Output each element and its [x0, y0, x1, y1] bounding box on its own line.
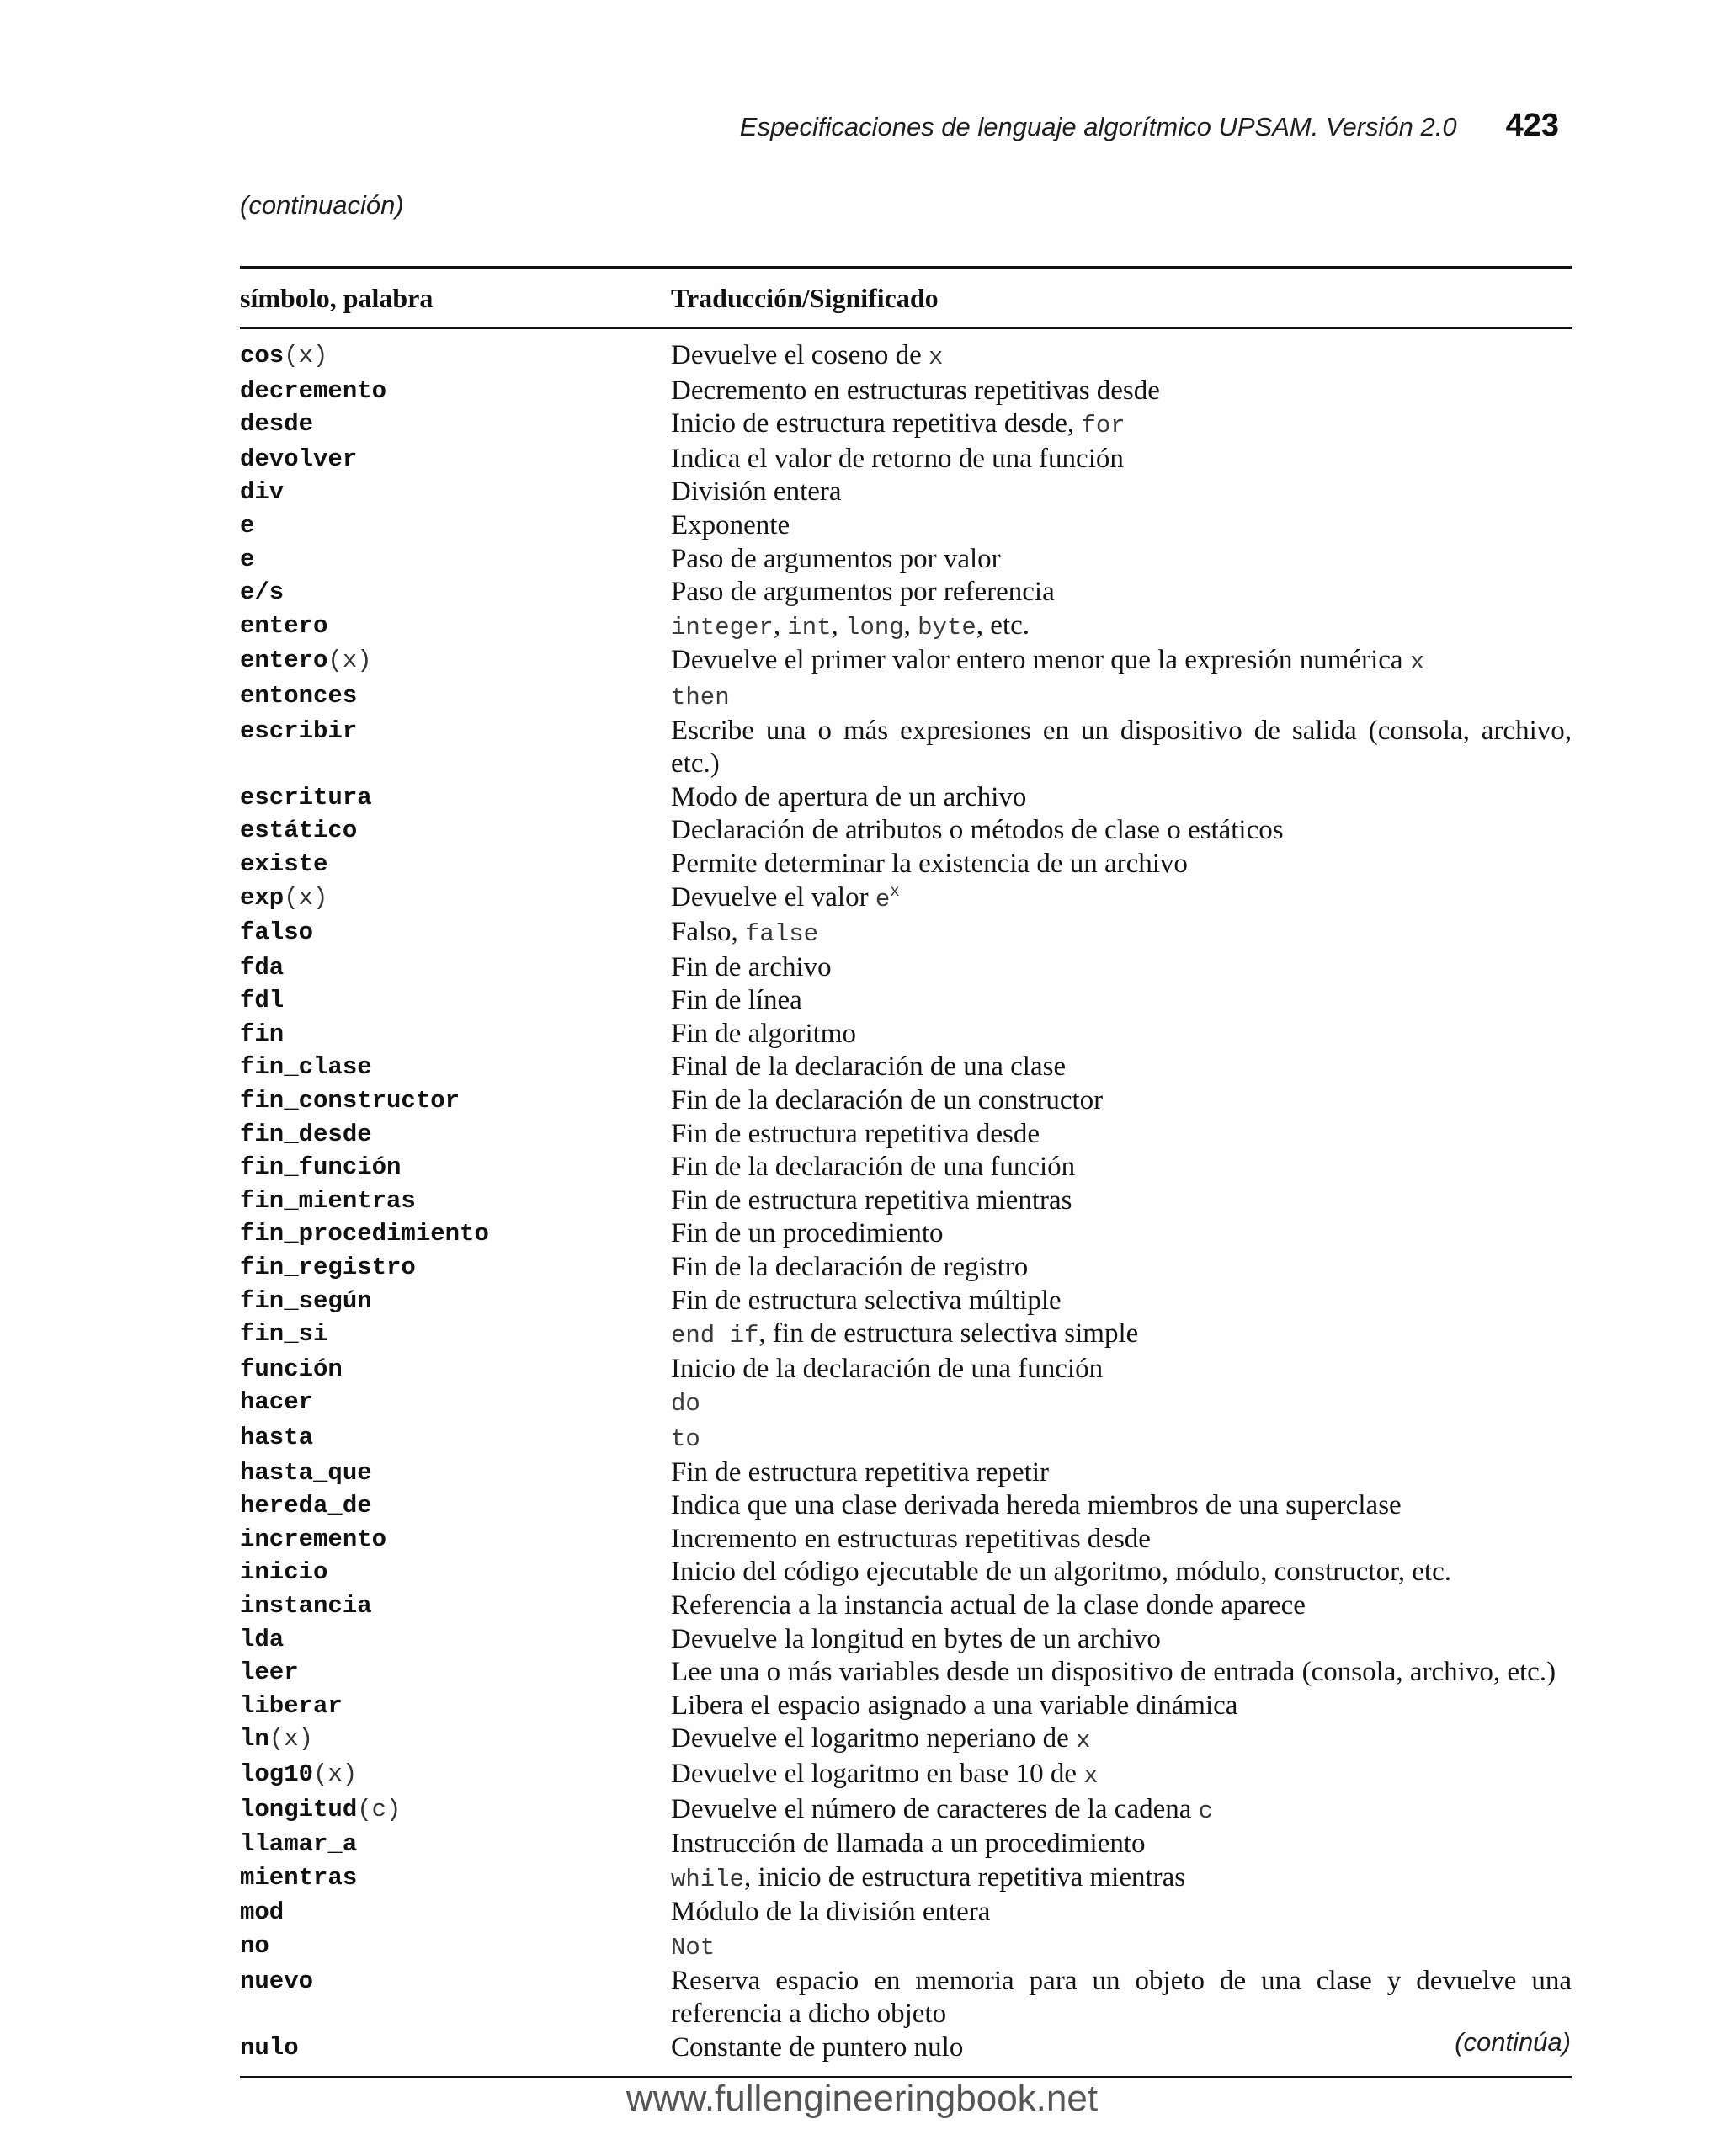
symbol-keyword: liberar	[240, 1691, 343, 1720]
table-row	[240, 543, 1572, 577]
symbol-argument: (x)	[313, 1759, 358, 1788]
symbol-keyword: existe	[240, 849, 328, 878]
symbol-argument: (x)	[269, 1725, 314, 1754]
symbol-keyword: instancia	[240, 1591, 372, 1620]
table-row	[240, 916, 1572, 951]
symbol-cell	[240, 375, 671, 408]
meaning-cell	[671, 407, 1572, 443]
meaning-cell	[671, 1118, 1572, 1152]
symbol-keyword: exp	[240, 883, 285, 912]
meaning-cell	[671, 443, 1572, 476]
symbol-keyword: log10	[240, 1759, 314, 1788]
table-header-row	[240, 269, 1572, 327]
symbol-keyword: e/s	[240, 578, 285, 607]
symbol-cell	[240, 881, 671, 917]
table-row	[240, 1151, 1572, 1184]
table-row	[240, 814, 1572, 848]
symbol-cell	[240, 1421, 671, 1456]
symbol-cell	[240, 1828, 671, 1861]
meaning-cell	[671, 1556, 1572, 1589]
table-row	[240, 443, 1572, 476]
meaning-code: end if	[671, 1322, 759, 1350]
symbol-keyword: entero	[240, 647, 328, 675]
symbol-cell	[240, 848, 671, 881]
symbol-cell	[240, 443, 671, 476]
meaning-text: Exponente	[671, 509, 790, 540]
meaning-cell	[671, 476, 1572, 509]
table-row	[240, 375, 1572, 408]
symbol-keyword: desde	[240, 410, 314, 439]
symbol-cell	[240, 1353, 671, 1387]
symbol-keyword: hacer	[240, 1388, 314, 1417]
meaning-cell	[671, 1690, 1572, 1723]
symbol-keyword: no	[240, 1931, 269, 1960]
table-row	[240, 576, 1572, 610]
meaning-cell	[671, 916, 1572, 951]
symbol-keyword: fdl	[240, 987, 285, 1015]
table-row	[240, 715, 1572, 781]
meaning-cell	[671, 576, 1572, 610]
symbol-keyword: fin_si	[240, 1320, 328, 1349]
table-row	[240, 1623, 1572, 1657]
meaning-cell	[671, 1084, 1572, 1118]
symbol-keyword: div	[240, 478, 285, 507]
meaning-code: to	[671, 1425, 700, 1453]
table-row	[240, 407, 1572, 443]
meaning-text: , etc.	[976, 610, 1030, 641]
symbol-cell	[240, 1251, 671, 1285]
symbol-keyword: longitud	[240, 1795, 358, 1823]
meaning-text: Devuelve el número de caracteres de la cadena	[671, 1793, 1199, 1824]
table-row	[240, 1722, 1572, 1758]
table-row	[240, 1758, 1572, 1793]
table-row	[240, 1690, 1572, 1723]
table-row	[240, 1523, 1572, 1557]
meaning-cell	[671, 644, 1572, 679]
symbol-cell	[240, 1051, 671, 1084]
table-row	[240, 1217, 1572, 1251]
symbol-cell	[240, 1793, 671, 1829]
symbol-keyword: fin_registro	[240, 1254, 416, 1282]
meaning-cell	[671, 1421, 1572, 1456]
symbol-keyword: fin_función	[240, 1153, 402, 1182]
symbol-keyword: fin_clase	[240, 1053, 372, 1082]
meaning-code: x	[1409, 648, 1425, 677]
meaning-cell	[671, 1896, 1572, 1930]
symbol-cell	[240, 339, 671, 375]
meaning-text: Constante de puntero nulo	[671, 2031, 964, 2063]
symbol-cell	[240, 509, 671, 543]
symbol-table	[240, 266, 1572, 2078]
meaning-text: ,	[831, 610, 846, 641]
meaning-cell	[671, 848, 1572, 881]
continuation-label: (continuación)	[240, 190, 404, 220]
meaning-cell	[671, 715, 1572, 781]
meaning-cell	[671, 509, 1572, 543]
symbol-cell	[240, 1758, 671, 1793]
symbol-cell	[240, 610, 671, 645]
symbol-keyword: fin_según	[240, 1286, 372, 1315]
meaning-text: Inicio de la declaración de una función	[671, 1353, 1104, 1384]
table-body	[240, 329, 1572, 2064]
meaning-code: c	[1198, 1797, 1214, 1825]
symbol-keyword: inicio	[240, 1558, 328, 1587]
page-number: 423	[1505, 108, 1559, 143]
meaning-cell	[671, 1489, 1572, 1523]
symbol-cell	[240, 1523, 671, 1557]
meaning-text: Devuelve el logaritmo neperiano de	[671, 1723, 1077, 1754]
meaning-cell	[671, 1184, 1572, 1218]
meaning-cell	[671, 1656, 1572, 1690]
symbol-keyword: escritura	[240, 783, 372, 812]
symbol-cell	[240, 1318, 671, 1353]
table-row	[240, 1084, 1572, 1118]
table-row	[240, 1353, 1572, 1387]
symbol-keyword: hasta_que	[240, 1458, 372, 1487]
meaning-text: Fin de archivo	[671, 951, 832, 982]
meaning-text: Fin de la declaración de registro	[671, 1252, 1029, 1283]
symbol-cell	[240, 781, 671, 815]
meaning-cell	[671, 1251, 1572, 1285]
symbol-keyword: falso	[240, 918, 314, 947]
symbol-argument: (c)	[357, 1795, 402, 1823]
symbol-keyword: e	[240, 511, 255, 540]
symbol-cell	[240, 576, 671, 610]
meaning-cell	[671, 1217, 1572, 1251]
meaning-text: , inicio de estructura repetitiva mientras	[744, 1861, 1186, 1892]
table-row	[240, 1285, 1572, 1318]
symbol-keyword: fin	[240, 1019, 285, 1048]
meaning-superscript: x	[890, 881, 900, 901]
symbol-cell	[240, 1930, 671, 1965]
meaning-cell	[671, 1051, 1572, 1084]
symbol-keyword: decremento	[240, 376, 387, 405]
meaning-text: Final de la declaración de una clase	[671, 1051, 1067, 1083]
symbol-keyword: leer	[240, 1658, 299, 1687]
symbol-cell	[240, 1151, 671, 1184]
symbol-keyword: e	[240, 545, 255, 573]
table-row	[240, 644, 1572, 679]
table-row	[240, 1456, 1572, 1490]
meaning-cell	[671, 1861, 1572, 1897]
meaning-text: Permite determinar la existencia de un archivo	[671, 848, 1188, 879]
table-row	[240, 1556, 1572, 1589]
table-row	[240, 984, 1572, 1018]
meaning-text: Inicio del código ejecutable de un algoritmo, módulo, constructor, etc.	[671, 1557, 1451, 1588]
meaning-code: byte	[918, 613, 976, 641]
table-row	[240, 1896, 1572, 1930]
table-row	[240, 1861, 1572, 1897]
symbol-cell	[240, 1896, 671, 1930]
meaning-cell	[671, 1456, 1572, 1490]
table-row	[240, 1051, 1572, 1084]
meaning-code: false	[745, 920, 819, 949]
meaning-text: Devuelve el coseno de	[671, 340, 929, 370]
symbol-keyword: entero	[240, 611, 328, 640]
meaning-text: Referencia a la instancia actual de la clase donde aparece	[671, 1589, 1306, 1621]
symbol-keyword: mod	[240, 1898, 285, 1927]
meaning-text: Declaración de atributos o métodos de clase o estáticos	[671, 815, 1284, 846]
meaning-text: Fin de un procedimiento	[671, 1218, 944, 1249]
table-row	[240, 1656, 1572, 1690]
meaning-code: x	[1076, 1727, 1091, 1755]
meaning-text: Indica que una clase derivada hereda miembros de una superclase	[671, 1490, 1402, 1521]
meaning-text: Instrucción de llamada a un procedimiento	[671, 1829, 1146, 1860]
column-header-meaning: Traducción/Significado	[671, 282, 939, 313]
symbol-keyword: escribir	[240, 716, 358, 745]
meaning-code: then	[671, 683, 730, 711]
symbol-cell	[240, 2031, 671, 2065]
table-row	[240, 1421, 1572, 1456]
meaning-text: Fin de algoritmo	[671, 1018, 856, 1049]
table-row	[240, 1118, 1572, 1152]
meaning-text: Falso,	[671, 917, 746, 948]
symbol-cell	[240, 1118, 671, 1152]
continues-label: (continúa)	[1455, 2027, 1571, 2057]
meaning-text: Fin de estructura selectiva múltiple	[671, 1285, 1062, 1316]
symbol-argument: (x)	[284, 883, 328, 912]
meaning-cell	[671, 881, 1572, 917]
meaning-text: Fin de estructura repetitiva repetir	[671, 1456, 1049, 1488]
symbol-cell	[240, 984, 671, 1018]
symbol-keyword: lda	[240, 1625, 285, 1653]
table-row	[240, 1489, 1572, 1523]
meaning-cell	[671, 610, 1572, 645]
meaning-text: Fin de estructura repetitiva desde	[671, 1118, 1040, 1149]
meaning-cell	[671, 951, 1572, 985]
symbol-keyword: ln	[240, 1725, 269, 1754]
symbol-keyword: nuevo	[240, 1967, 314, 1995]
symbol-keyword: incremento	[240, 1525, 387, 1553]
meaning-cell	[671, 984, 1572, 1018]
meaning-text: ,	[773, 610, 788, 641]
meaning-cell	[671, 1318, 1572, 1353]
table-row	[240, 1386, 1572, 1421]
symbol-cell	[240, 1018, 671, 1051]
table-row	[240, 610, 1572, 645]
meaning-code: int	[787, 613, 832, 641]
symbol-keyword: entonces	[240, 681, 358, 710]
meaning-text: Incremento en estructuras repetitivas desde	[671, 1523, 1151, 1554]
meaning-cell	[671, 1386, 1572, 1421]
meaning-text: Devuelve el primer valor entero menor que la expresión numérica	[671, 645, 1410, 676]
symbol-keyword: llamar_a	[240, 1830, 358, 1859]
meaning-text: Fin de línea	[671, 985, 802, 1016]
symbol-cell	[240, 476, 671, 509]
meaning-cell	[671, 1828, 1572, 1861]
symbol-cell	[240, 1690, 671, 1723]
meaning-cell	[671, 814, 1572, 848]
column-header-symbol: símbolo, palabra	[240, 282, 434, 313]
meaning-text: Inicio de estructura repetitiva desde,	[671, 408, 1082, 439]
symbol-cell	[240, 407, 671, 443]
symbol-keyword: estático	[240, 817, 358, 845]
symbol-cell	[240, 1285, 671, 1318]
meaning-code: x	[1083, 1761, 1099, 1790]
meaning-cell	[671, 1523, 1572, 1557]
meaning-text: Decremento en estructuras repetitivas desde	[671, 375, 1160, 406]
meaning-code: do	[671, 1390, 700, 1419]
table-row	[240, 1828, 1572, 1861]
meaning-text: Devuelve el valor	[671, 881, 875, 913]
table-row	[240, 1965, 1572, 2031]
symbol-cell	[240, 1589, 671, 1623]
table-row	[240, 1589, 1572, 1623]
table-row	[240, 679, 1572, 715]
table-row	[240, 1251, 1572, 1285]
meaning-text: Libera el espacio asignado a una variable dinámica	[671, 1690, 1238, 1721]
meaning-cell	[671, 1353, 1572, 1387]
symbol-cell	[240, 644, 671, 679]
meaning-cell	[671, 1965, 1572, 2031]
symbol-cell	[240, 1623, 671, 1657]
symbol-keyword: función	[240, 1355, 343, 1383]
symbol-argument: (x)	[327, 647, 372, 675]
meaning-code: for	[1081, 412, 1125, 440]
table-row	[240, 951, 1572, 985]
meaning-code: while	[671, 1865, 745, 1893]
symbol-cell	[240, 1722, 671, 1758]
table-row	[240, 476, 1572, 509]
meaning-text: Paso de argumentos por valor	[671, 543, 1001, 574]
symbol-keyword: hasta	[240, 1424, 314, 1451]
symbol-cell	[240, 916, 671, 951]
meaning-text: Indica el valor de retorno de una función	[671, 443, 1124, 474]
meaning-cell	[671, 1623, 1572, 1657]
symbol-keyword: fin_desde	[240, 1120, 372, 1148]
symbol-cell	[240, 1965, 671, 2031]
meaning-text: Devuelve el logaritmo en base 10 de	[671, 1758, 1084, 1789]
meaning-cell	[671, 1285, 1572, 1318]
symbol-keyword: devolver	[240, 445, 358, 473]
table-row	[240, 781, 1572, 815]
table-row	[240, 1018, 1572, 1051]
symbol-keyword: fin_constructor	[240, 1087, 460, 1115]
running-title: Especificaciones de lenguaje algorítmico UPSAM. Versión 2.0	[739, 112, 1457, 141]
meaning-text: Paso de argumentos por referencia	[671, 577, 1055, 608]
symbol-keyword: nulo	[240, 2033, 299, 2062]
meaning-cell	[671, 781, 1572, 815]
footer-url: www.fullengineeringbook.net	[625, 2078, 1099, 2119]
meaning-cell	[671, 2031, 1572, 2065]
meaning-code: Not	[671, 1933, 716, 1962]
meaning-cell	[671, 339, 1572, 375]
table-row	[240, 509, 1572, 543]
meaning-cell	[671, 1018, 1572, 1051]
symbol-cell	[240, 1456, 671, 1490]
table-row	[240, 1184, 1572, 1218]
meaning-text: ,	[903, 610, 918, 641]
symbol-argument: (x)	[284, 342, 328, 370]
symbol-cell	[240, 543, 671, 577]
symbol-cell	[240, 1084, 671, 1118]
meaning-cell	[671, 1722, 1572, 1758]
symbol-cell	[240, 1861, 671, 1897]
meaning-text: División entera	[671, 476, 842, 508]
meaning-code: long	[845, 613, 904, 641]
table-row	[240, 1318, 1572, 1353]
symbol-cell	[240, 814, 671, 848]
symbol-cell	[240, 951, 671, 985]
meaning-text: Módulo de la división entera	[671, 1897, 991, 1928]
symbol-cell	[240, 1556, 671, 1589]
table-row	[240, 881, 1572, 917]
meaning-text: , fin de estructura selectiva simple	[758, 1318, 1139, 1349]
symbol-cell	[240, 1184, 671, 1218]
symbol-keyword: fin_mientras	[240, 1186, 416, 1215]
symbol-cell	[240, 1656, 671, 1690]
symbol-cell	[240, 1217, 671, 1251]
meaning-code: integer	[671, 613, 774, 641]
table-row	[240, 1793, 1572, 1829]
meaning-cell	[671, 1589, 1572, 1623]
symbol-keyword: mientras	[240, 1863, 358, 1892]
symbol-cell	[240, 715, 671, 781]
page-header	[740, 108, 1559, 144]
table-row	[240, 848, 1572, 881]
meaning-text: Devuelve la longitud en bytes de un archivo	[671, 1623, 1161, 1654]
symbol-keyword: fin_procedimiento	[240, 1220, 489, 1248]
meaning-text: Fin de la declaración de una función	[671, 1152, 1076, 1183]
meaning-text: Reserva espacio en memoria para un objeto de una clase y devuelve una referencia a dicho objeto	[671, 1965, 1572, 2030]
symbol-cell	[240, 1386, 671, 1421]
symbol-cell	[240, 1489, 671, 1523]
meaning-cell	[671, 679, 1572, 715]
table-row	[240, 339, 1572, 375]
symbol-keyword: fda	[240, 953, 285, 982]
meaning-text: Lee una o más variables desde un dispositivo de entrada (consola, archivo, etc.)	[671, 1657, 1556, 1688]
table-row	[240, 2031, 1572, 2065]
meaning-cell	[671, 1151, 1572, 1184]
meaning-text: Fin de la declaración de un constructor	[671, 1085, 1104, 1116]
meaning-text: Fin de estructura repetitiva mientras	[671, 1184, 1072, 1216]
meaning-cell	[671, 543, 1572, 577]
meaning-code: x	[929, 343, 944, 371]
meaning-cell	[671, 375, 1572, 408]
meaning-code: e	[875, 885, 891, 913]
meaning-cell	[671, 1930, 1572, 1965]
meaning-cell	[671, 1793, 1572, 1829]
meaning-text: Escribe una o más expresiones en un dispositivo de salida (consola, archivo, etc.)	[671, 715, 1572, 780]
symbol-cell	[240, 679, 671, 715]
meaning-cell	[671, 1758, 1572, 1793]
symbol-keyword: cos	[240, 342, 285, 370]
meaning-text: Modo de apertura de un archivo	[671, 781, 1027, 812]
symbol-keyword: hereda_de	[240, 1492, 372, 1520]
table-row	[240, 1930, 1572, 1965]
